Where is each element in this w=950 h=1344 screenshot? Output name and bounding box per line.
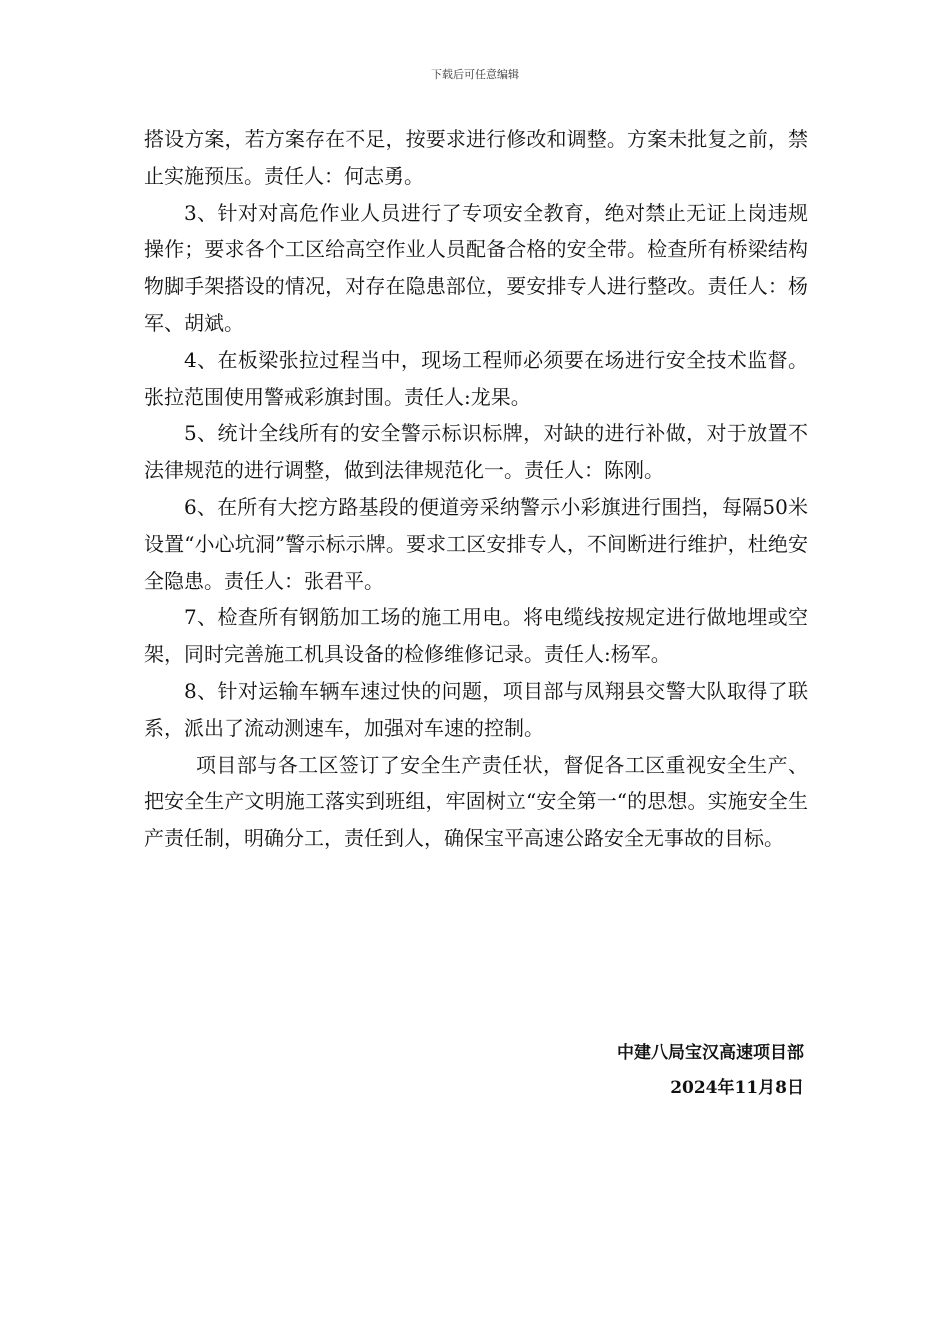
header-note: 下载后可任意编辑 [431,68,519,81]
paragraph-continued: 搭设方案，若方案存在不足，按要求进行修改和调整。方案未批复之前，禁止实施预压。责任人：何志勇。 [144,127,808,188]
paragraph-item-5: 5、统计全线所有的安全警示标识标牌，对缺的进行补做，对于放置不法律规范的进行调整，做到法律规范化一。责任人：陈刚。 [144,421,808,483]
paragraph-item-4: 4、在板梁张拉过程当中，现场工程师必须要在场进行安全技术监督。张拉范围使用警戒彩旗封围。责任人:龙果。 [144,347,808,409]
paragraph-item-7: 7、检查所有钢筋加工场的施工用电。将电缆线按规定进行做地埋或空架，同时完善施工机具设备的检修维修记录。责任人:杨军。 [144,605,808,667]
signature-organization: 中建八局宝汉高速项目部 [617,1043,804,1063]
paragraph-item-6: 6、在所有大挖方路基段的便道旁采纳警示小彩旗进行围挡，每隔50米设置“小心坑洞”警示标示牌。要求工区安排专人，不间断进行维护，杜绝安全隐患。责任人：张君平。 [144,494,808,593]
paragraph-summary: 项目部与各工区签订了安全生产责任状，督促各工区重视安全生产、把安全生产文明施工落实到班组，牢固树立“安全第一“的思想。实施安全生产责任制，明确分工，责任到人，确保宝平高速公路安全无事故的目标。 [144,752,808,851]
paragraph-item-8: 8、针对运输车辆车速过快的问题，项目部与凤翔县交警大队取得了联系，派出了流动测速车，加强对车速的控制。 [144,678,808,740]
signature-date: 2024年11月8日 [670,1078,804,1098]
document-body [144,121,808,857]
paragraph-item-3: 3、针对对高危作业人员进行了专项安全教育，绝对禁止无证上岗违规操作；要求各个工区给高空作业人员配备合格的安全带。检查所有桥梁结构物脚手架搭设的情况，对存在隐患部位，要安排专人进行整改。责任人：杨军、胡斌。 [144,200,808,335]
